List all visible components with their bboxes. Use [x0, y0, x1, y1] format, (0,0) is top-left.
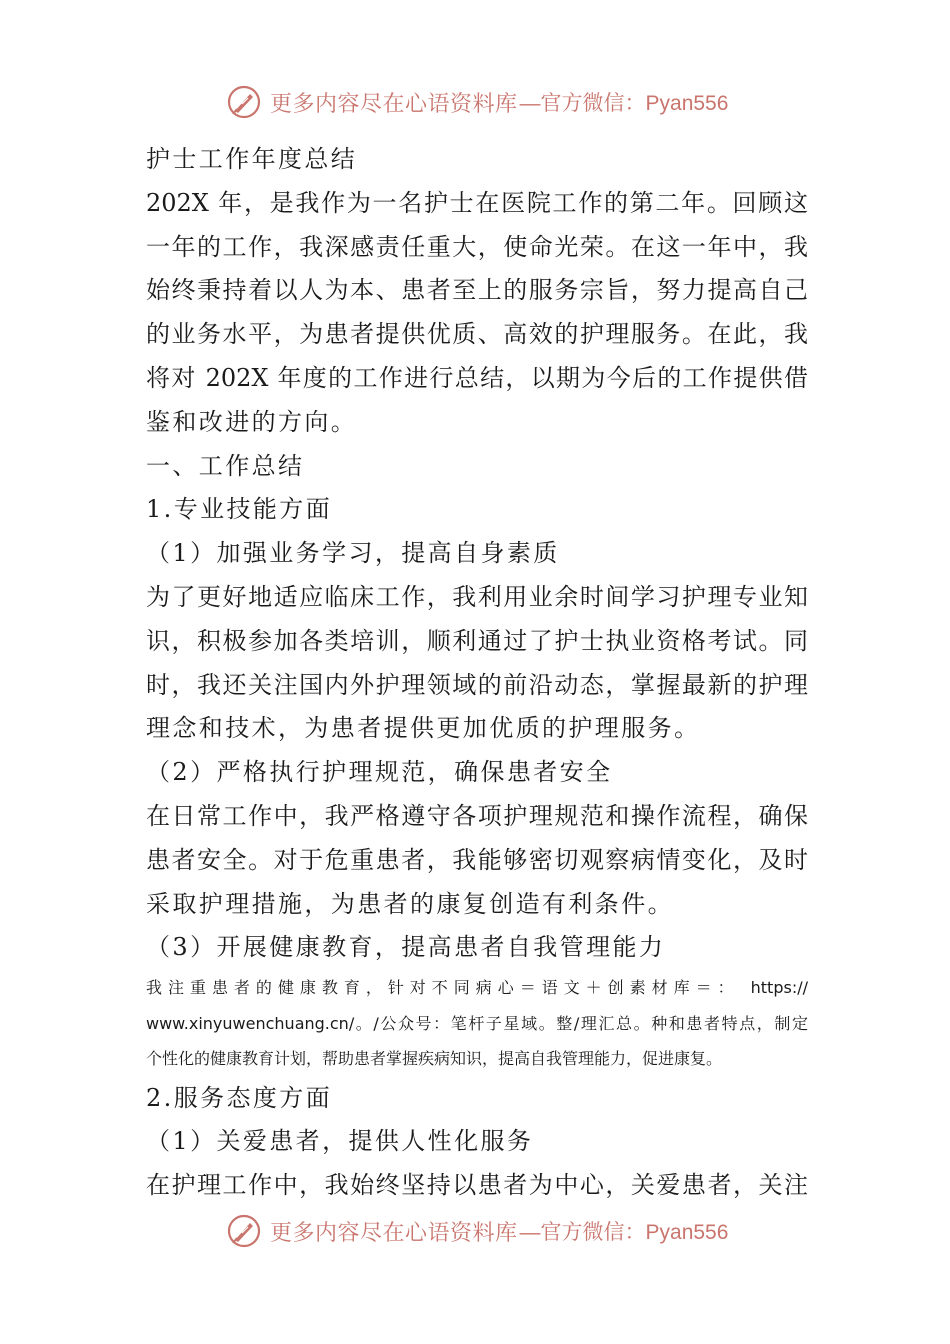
quill-logo-icon — [226, 84, 262, 120]
footer-banner — [226, 1209, 728, 1253]
banner-contact: —官方微信：Pyan556 — [519, 92, 729, 115]
document-title: 护士工作年度总结 — [146, 145, 358, 173]
paragraph-line: 采取护理措施，为患者的康复创造有利条件。 — [146, 889, 674, 918]
item-heading: （2）严格执行护理规范，确保患者安全 — [146, 758, 613, 787]
item-heading: （3）开展健康教育，提高患者自我管理能力 — [146, 933, 666, 962]
header-banner — [226, 80, 728, 124]
item-heading: （1）关爱患者，提供人性化服务 — [146, 1127, 534, 1156]
banner-brand: 更多内容尽在心语资料库 — [270, 1220, 518, 1246]
intro-line: 一年的工作，我深感责任重大，使命光荣。在这一年中，我 — [146, 232, 808, 261]
intro-line: 的业务水平，为患者提供优质、高效的护理服务。在此，我 — [146, 320, 808, 349]
paragraph-line: 在护理工作中，我始终坚持以患者为中心，关爱患者，关注 — [146, 1171, 808, 1200]
paragraph-line-small: 个性化的健康教育计划，帮助患者掌握疾病知识，提高自我管理能力，促进康复。 — [146, 1049, 723, 1069]
banner-contact: —官方微信：Pyan556 — [519, 1221, 729, 1244]
item-heading: （1）加强业务学习，提高自身素质 — [146, 539, 560, 568]
intro-line: 鉴和改进的方向。 — [146, 407, 358, 436]
paragraph-line: 识，积极参加各类培训，顺利通过了护士执业资格考试。同 — [146, 626, 808, 655]
intro-line: 将对 202X 年度的工作进行总结，以期为今后的工作提供借 — [146, 363, 808, 392]
paragraph-line: 时，我还关注国内外护理领域的前沿动态，掌握最新的护理 — [146, 670, 808, 699]
quill-logo-icon — [226, 1213, 262, 1249]
intro-line: 始终秉持着以人为本、患者至上的服务宗旨，努力提高自己 — [146, 276, 808, 305]
paragraph-line: 为了更好地适应临床工作，我利用业余时间学习护理专业知 — [146, 582, 808, 611]
paragraph-line-small: www.xinyuwenchuang.cn/。/公众号：笔杆子星域。整/理汇总。种和患者特点，制定 — [146, 1013, 808, 1033]
intro-line: 202X 年，是我作为一名护士在医院工作的第二年。回顾这 — [146, 188, 808, 217]
subsection-heading: 2.服务态度方面 — [146, 1083, 333, 1112]
document-body — [146, 138, 808, 1208]
paragraph-line: 患者安全。对于危重患者，我能够密切观察病情变化，及时 — [146, 845, 808, 874]
subsection-heading: 1.专业技能方面 — [146, 495, 333, 524]
section-heading: 一、工作总结 — [146, 451, 305, 480]
banner-brand: 更多内容尽在心语资料库 — [270, 91, 518, 117]
paragraph-line-small: 我注重患者的健康教育，针对不同病心＝语文＋创素材库＝： https:// — [146, 978, 808, 998]
paragraph-line: 理念和技术，为患者提供更加优质的护理服务。 — [146, 714, 701, 743]
paragraph-line: 在日常工作中，我严格遵守各项护理规范和操作流程，确保 — [146, 801, 808, 830]
